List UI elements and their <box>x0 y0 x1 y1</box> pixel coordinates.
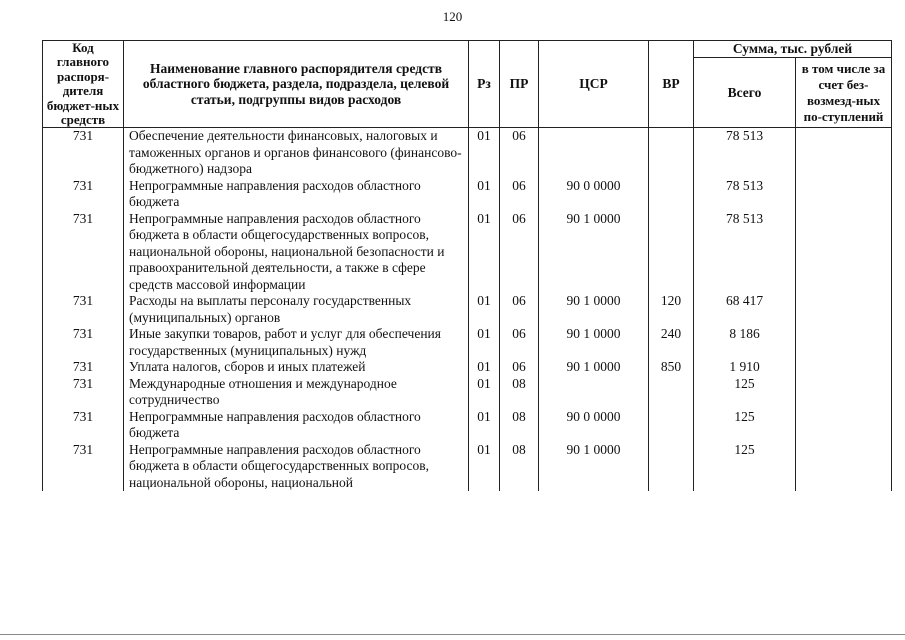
cell-code: 731 <box>43 326 124 359</box>
cell-name: Международные отношения и международное сотрудничество <box>124 376 469 409</box>
cell-free <box>796 442 892 492</box>
cell-rz: 01 <box>469 128 500 178</box>
cell-vr <box>649 409 694 442</box>
cell-csr <box>539 376 649 409</box>
cell-csr: 90 1 0000 <box>539 359 649 376</box>
cell-name: Непрограммные направления расходов областного бюджета <box>124 409 469 442</box>
table-row <box>43 293 892 326</box>
cell-csr: 90 1 0000 <box>539 442 649 492</box>
cell-total: 1 910 <box>694 359 796 376</box>
table-row <box>43 326 892 359</box>
cell-vr <box>649 128 694 178</box>
cell-total: 78 513 <box>694 178 796 211</box>
cell-rz: 01 <box>469 442 500 492</box>
cell-total: 8 186 <box>694 326 796 359</box>
cell-name: Иные закупки товаров, работ и услуг для обеспечения государственных (муниципальных) нужд <box>124 326 469 359</box>
cell-free <box>796 326 892 359</box>
cell-vr: 120 <box>649 293 694 326</box>
cell-free <box>796 128 892 178</box>
cell-free <box>796 211 892 294</box>
header-csr: ЦСР <box>539 41 649 128</box>
cell-total: 125 <box>694 409 796 442</box>
table-row <box>43 178 892 211</box>
cell-pr: 06 <box>500 359 539 376</box>
budget-table <box>42 40 892 491</box>
table-body <box>43 128 892 492</box>
header-pr: ПР <box>500 41 539 128</box>
cell-code: 731 <box>43 442 124 492</box>
cell-name: Непрограммные направления расходов областного бюджета <box>124 178 469 211</box>
cell-code: 731 <box>43 178 124 211</box>
cell-name: Уплата налогов, сборов и иных платежей <box>124 359 469 376</box>
cell-csr <box>539 128 649 178</box>
header-code: Код главного распоря-дителя бюджет-ных средств <box>43 41 124 128</box>
cell-name: Расходы на выплаты персоналу государственных (муниципальных) органов <box>124 293 469 326</box>
cell-csr: 90 0 0000 <box>539 409 649 442</box>
header-rz: Рз <box>469 41 500 128</box>
cell-free <box>796 359 892 376</box>
cell-free <box>796 376 892 409</box>
cell-total: 125 <box>694 442 796 492</box>
cell-vr <box>649 211 694 294</box>
table-row <box>43 359 892 376</box>
cell-pr: 08 <box>500 376 539 409</box>
page-bottom-rule <box>0 634 905 635</box>
header-name: Наименование главного распорядителя средств областного бюджета, раздела, подраздела, целевой статьи, подгруппы видов расходов <box>124 41 469 128</box>
cell-vr <box>649 376 694 409</box>
cell-vr <box>649 178 694 211</box>
cell-rz: 01 <box>469 359 500 376</box>
cell-total: 68 417 <box>694 293 796 326</box>
cell-name: Непрограммные направления расходов областного бюджета в области общегосударственных вопросов, национальной обороны, национальной безопасности и правоохранительной деятельности, а также в сфере средств массовой информации <box>124 211 469 294</box>
table-header <box>43 41 892 128</box>
table-row <box>43 376 892 409</box>
cell-name: Непрограммные направления расходов областного бюджета в области общегосударственных вопросов, национальной обороны, национальной <box>124 442 469 492</box>
cell-pr: 06 <box>500 178 539 211</box>
cell-total: 78 513 <box>694 211 796 294</box>
header-vr: ВР <box>649 41 694 128</box>
header-sum: Сумма, тыс. рублей <box>694 41 892 58</box>
cell-rz: 01 <box>469 293 500 326</box>
cell-code: 731 <box>43 211 124 294</box>
cell-rz: 01 <box>469 326 500 359</box>
cell-pr: 06 <box>500 211 539 294</box>
header-free: в том числе за счет без-возмезд-ных по-ступлений <box>796 58 892 128</box>
cell-rz: 01 <box>469 376 500 409</box>
table-row <box>43 211 892 294</box>
cell-code: 731 <box>43 128 124 178</box>
cell-vr <box>649 442 694 492</box>
cell-rz: 01 <box>469 178 500 211</box>
cell-pr: 08 <box>500 442 539 492</box>
cell-total: 125 <box>694 376 796 409</box>
cell-csr: 90 1 0000 <box>539 211 649 294</box>
cell-code: 731 <box>43 359 124 376</box>
cell-name: Обеспечение деятельности финансовых, налоговых и таможенных органов и органов финансового (финансово-бюджетного) надзора <box>124 128 469 178</box>
cell-csr: 90 1 0000 <box>539 326 649 359</box>
table-row <box>43 442 892 492</box>
cell-code: 731 <box>43 409 124 442</box>
cell-vr: 850 <box>649 359 694 376</box>
cell-pr: 06 <box>500 293 539 326</box>
cell-csr: 90 0 0000 <box>539 178 649 211</box>
header-total: Всего <box>694 58 796 128</box>
cell-rz: 01 <box>469 409 500 442</box>
cell-code: 731 <box>43 376 124 409</box>
cell-rz: 01 <box>469 211 500 294</box>
table-row <box>43 128 892 178</box>
table-row <box>43 409 892 442</box>
cell-free <box>796 409 892 442</box>
cell-vr: 240 <box>649 326 694 359</box>
cell-free <box>796 293 892 326</box>
cell-total: 78 513 <box>694 128 796 178</box>
cell-pr: 08 <box>500 409 539 442</box>
cell-pr: 06 <box>500 326 539 359</box>
page-number: 120 <box>442 9 463 24</box>
cell-pr: 06 <box>500 128 539 178</box>
cell-csr: 90 1 0000 <box>539 293 649 326</box>
cell-free <box>796 178 892 211</box>
cell-code: 731 <box>43 293 124 326</box>
